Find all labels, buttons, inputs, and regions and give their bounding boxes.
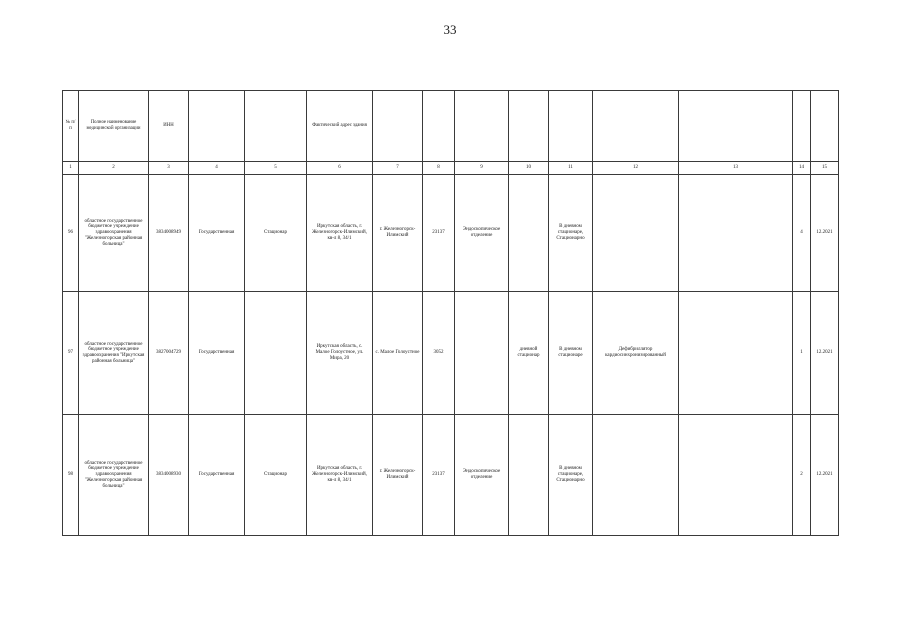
column-number: 15 — [811, 162, 839, 175]
quantity: 4 — [793, 175, 811, 292]
legal-act — [679, 292, 793, 415]
column-number: 13 — [679, 162, 793, 175]
column-number: 10 — [509, 162, 549, 175]
organization-name: областное государственное бюджетное учреждение здравоохранения "Железногорская районная больница" — [79, 175, 149, 292]
inn: 3834008930 — [149, 415, 189, 536]
device-name — [593, 175, 679, 292]
table-cell — [455, 292, 509, 415]
table-cell: с. Малое Голоустное — [373, 292, 423, 415]
row-number: 96 — [63, 175, 79, 292]
table-cell: В дневном стационаре, Стационарно — [549, 175, 593, 292]
table-row — [63, 292, 839, 415]
column-number: 8 — [423, 162, 455, 175]
address: Иркутская область, с. Малое Голоустное, ул. Мира, 20 — [307, 292, 373, 415]
table-cell: В дневном стационаре, Стационарно — [549, 415, 593, 536]
row-number: 97 — [63, 292, 79, 415]
organization-name: областное государственное бюджетное учреждение здравоохранения "Железногорская районная больница" — [79, 415, 149, 536]
column-number: 1 — [63, 162, 79, 175]
column-number: 12 — [593, 162, 679, 175]
table-cell: 23137 — [423, 415, 455, 536]
column-number: 4 — [189, 162, 245, 175]
device-name: Дефибриллятор кардиосинхронизированный — [593, 292, 679, 415]
planned-date: 12.2021 — [811, 175, 839, 292]
header-cell — [679, 91, 793, 162]
header-cell — [245, 91, 307, 162]
header-cell — [793, 91, 811, 162]
table-row — [63, 415, 839, 536]
table-cell: Эндоскопическое отделение — [455, 175, 509, 292]
header-cell — [549, 91, 593, 162]
inn: 3834008949 — [149, 175, 189, 292]
header-cell — [509, 91, 549, 162]
table-cell: г. Железногорск-Илимский — [373, 175, 423, 292]
legal-act — [679, 175, 793, 292]
table-cell: г. Железногорск-Илимский — [373, 415, 423, 536]
column-number: 9 — [455, 162, 509, 175]
quantity: 1 — [793, 292, 811, 415]
header-cell: № п/п — [63, 91, 79, 162]
table-cell: Стационар — [245, 415, 307, 536]
page-number: 33 — [443, 22, 457, 37]
table-cell: Эндоскопическое отделение — [455, 415, 509, 536]
header-cell — [189, 91, 245, 162]
header-cell — [373, 91, 423, 162]
column-number: 11 — [549, 162, 593, 175]
header-cell — [593, 91, 679, 162]
header-cell: Фактический адрес здания — [307, 91, 373, 162]
table-cell — [245, 292, 307, 415]
table-row — [63, 175, 839, 292]
header-cell — [811, 91, 839, 162]
table-cell: Государственная — [189, 175, 245, 292]
table-cell — [509, 415, 549, 536]
header-cell: ИНН — [149, 91, 189, 162]
table-cell: Стационар — [245, 175, 307, 292]
equipment-table — [62, 90, 839, 536]
table-cell: Государственная — [189, 292, 245, 415]
table-cell — [509, 175, 549, 292]
table-cell: Государственная — [189, 415, 245, 536]
header-cell — [455, 91, 509, 162]
column-number: 6 — [307, 162, 373, 175]
planned-date: 12.2021 — [811, 415, 839, 536]
planned-date: 12.2021 — [811, 292, 839, 415]
column-number: 3 — [149, 162, 189, 175]
quantity: 2 — [793, 415, 811, 536]
column-number: 2 — [79, 162, 149, 175]
column-number: 7 — [373, 162, 423, 175]
inn: 3827004729 — [149, 292, 189, 415]
address: Иркутская область, г. Железногорск-Илимский, кв-л 8, 34/1 — [307, 415, 373, 536]
table-cell: В дневном стационаре — [549, 292, 593, 415]
header-cell — [423, 91, 455, 162]
column-number-row — [63, 162, 839, 175]
column-number: 5 — [245, 162, 307, 175]
device-name — [593, 415, 679, 536]
table-cell: 3052 — [423, 292, 455, 415]
table-cell: дневной стационар — [509, 292, 549, 415]
column-number: 14 — [793, 162, 811, 175]
header-row — [63, 91, 839, 162]
address: Иркутская область, г. Железногорск-Илимский, кв-л 8, 34/1 — [307, 175, 373, 292]
organization-name: областное государственное бюджетное учреждение здравоохранения "Иркутская районная больница" — [79, 292, 149, 415]
legal-act — [679, 415, 793, 536]
header-cell: Полное наименование медицинской организации — [79, 91, 149, 162]
table-cell: 23137 — [423, 175, 455, 292]
row-number: 98 — [63, 415, 79, 536]
